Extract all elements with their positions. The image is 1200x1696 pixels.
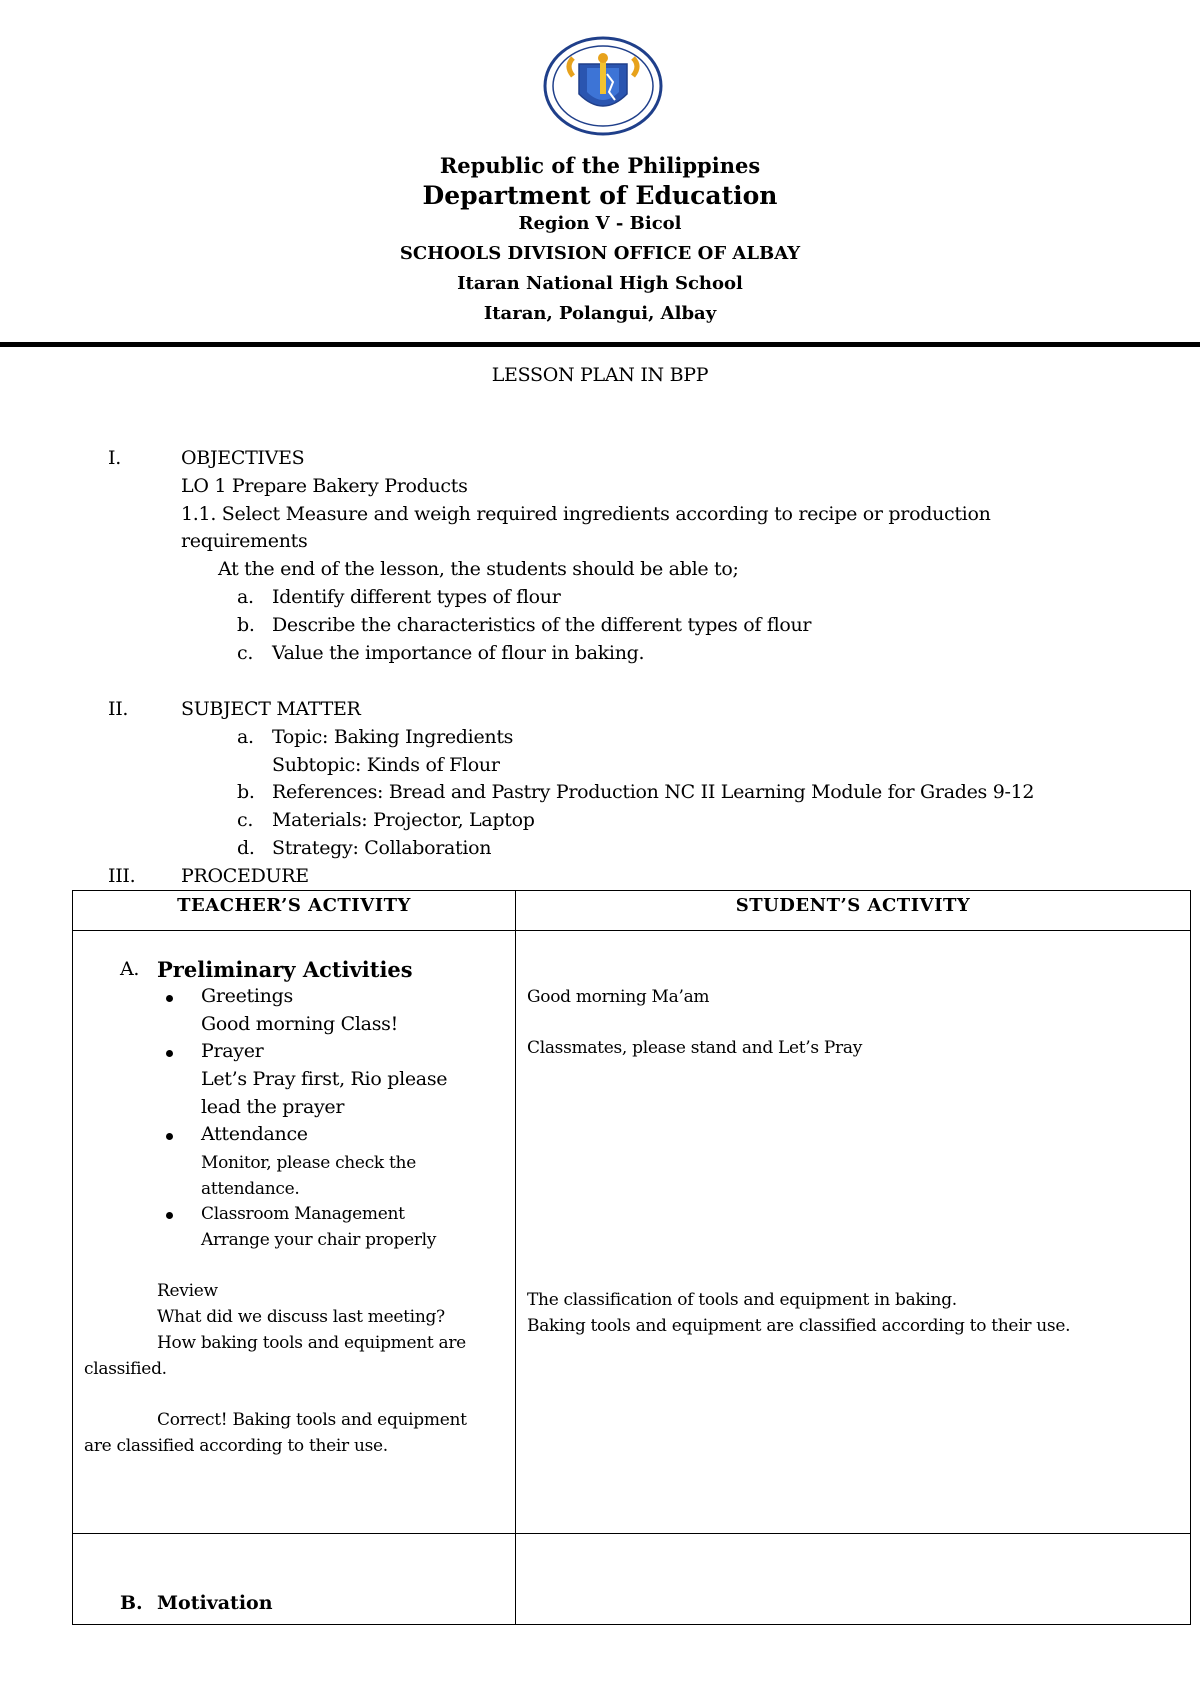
- feedback-line-b: are classified according to their use.: [84, 1436, 388, 1456]
- subject-heading: SUBJECT MATTER: [181, 698, 361, 720]
- review-question-2b: classified.: [84, 1359, 167, 1379]
- bullet-icon: [166, 995, 173, 1002]
- review-question-1: What did we discuss last meeting?: [157, 1307, 445, 1327]
- subject-item-marker: c.: [237, 809, 254, 831]
- header-region: Region V - Bicol: [518, 213, 682, 234]
- subject-item-marker: b.: [237, 781, 255, 803]
- objectives-heading: OBJECTIVES: [181, 447, 305, 469]
- table-border-bottom: [72, 1624, 1191, 1625]
- objectives-numeral: I.: [108, 447, 121, 469]
- table-border-right: [1190, 890, 1191, 1625]
- greetings-label: Greetings: [201, 985, 293, 1007]
- doc-title: LESSON PLAN IN BPP: [491, 364, 709, 386]
- attendance-line1: Monitor, please check the: [201, 1153, 416, 1173]
- subject-subtopic: Subtopic: Kinds of Flour: [272, 754, 500, 776]
- header-republic: Republic of the Philippines: [439, 153, 761, 178]
- column-header-teacher: TEACHER’S ACTIVITY: [177, 895, 411, 916]
- objectives-lo: LO 1 Prepare Bakery Products: [181, 475, 468, 497]
- section-a-title: Preliminary Activities: [157, 957, 413, 982]
- prayer-label: Prayer: [201, 1040, 264, 1062]
- deped-seal: [543, 36, 663, 136]
- prayer-line2: lead the prayer: [201, 1096, 345, 1118]
- bullet-icon: [166, 1050, 173, 1057]
- subject-item: Strategy: Collaboration: [272, 837, 492, 859]
- bullet-icon: [166, 1133, 173, 1140]
- greetings-line: Good morning Class!: [201, 1013, 398, 1035]
- objectives-competency-line1: 1.1. Select Measure and weigh required ingredients according to recipe or production: [181, 503, 991, 525]
- objectives-intro: At the end of the lesson, the students should be able to;: [218, 558, 739, 580]
- subject-item: References: Bread and Pastry Production NC II Learning Module for Grades 9-12: [272, 781, 1035, 803]
- objective-item: Describe the characteristics of the different types of flour: [272, 614, 812, 636]
- section-b-title: Motivation: [157, 1592, 273, 1614]
- table-header-divider: [72, 930, 1191, 931]
- subject-numeral: II.: [108, 698, 129, 720]
- subject-item-marker: a.: [237, 726, 254, 748]
- student-review-reply-2: Baking tools and equipment are classified according to their use.: [527, 1316, 1071, 1336]
- feedback-line-a: Correct! Baking tools and equipment: [157, 1410, 467, 1430]
- column-header-student: STUDENT’S ACTIVITY: [735, 895, 971, 916]
- objective-item: Value the importance of flour in baking.: [272, 642, 645, 664]
- review-question-2a: How baking tools and equipment are: [157, 1333, 466, 1353]
- classroom-label: Classroom Management: [201, 1204, 405, 1224]
- table-row-divider: [72, 1533, 1191, 1534]
- objective-item-marker: a.: [237, 586, 254, 608]
- classroom-line: Arrange your chair properly: [201, 1230, 437, 1250]
- student-review-reply-1: The classification of tools and equipment in baking.: [527, 1290, 957, 1310]
- objectives-competency-line2: requirements: [181, 530, 308, 552]
- prayer-line1: Let’s Pray first, Rio please: [201, 1068, 448, 1090]
- table-border-left: [72, 890, 73, 1625]
- procedure-heading: PROCEDURE: [181, 865, 309, 887]
- header-department: Department of Education: [422, 181, 778, 210]
- subject-topic: Topic: Baking Ingredients: [272, 726, 514, 748]
- bullet-icon: [166, 1212, 173, 1219]
- section-b-marker: B.: [120, 1592, 143, 1614]
- header-division: SCHOOLS DIVISION OFFICE OF ALBAY: [399, 243, 801, 264]
- header-address: Itaran, Polangui, Albay: [483, 303, 717, 324]
- section-a-marker: A.: [120, 958, 140, 980]
- table-border-top: [72, 890, 1191, 891]
- attendance-label: Attendance: [201, 1123, 308, 1145]
- student-greeting-reply: Good morning Ma’am: [527, 987, 710, 1007]
- subject-item: Materials: Projector, Laptop: [272, 809, 535, 831]
- student-prayer-reply: Classmates, please stand and Let’s Pray: [527, 1038, 863, 1058]
- objective-item: Identify different types of flour: [272, 586, 561, 608]
- subject-item-marker: d.: [237, 837, 255, 859]
- table-column-divider: [515, 890, 516, 1625]
- review-label: Review: [157, 1281, 218, 1301]
- header-school: Itaran National High School: [457, 273, 743, 294]
- attendance-line2: attendance.: [201, 1179, 300, 1199]
- objective-item-marker: b.: [237, 614, 255, 636]
- objective-item-marker: c.: [237, 642, 254, 664]
- procedure-numeral: III.: [108, 865, 136, 887]
- header-divider: [0, 342, 1200, 347]
